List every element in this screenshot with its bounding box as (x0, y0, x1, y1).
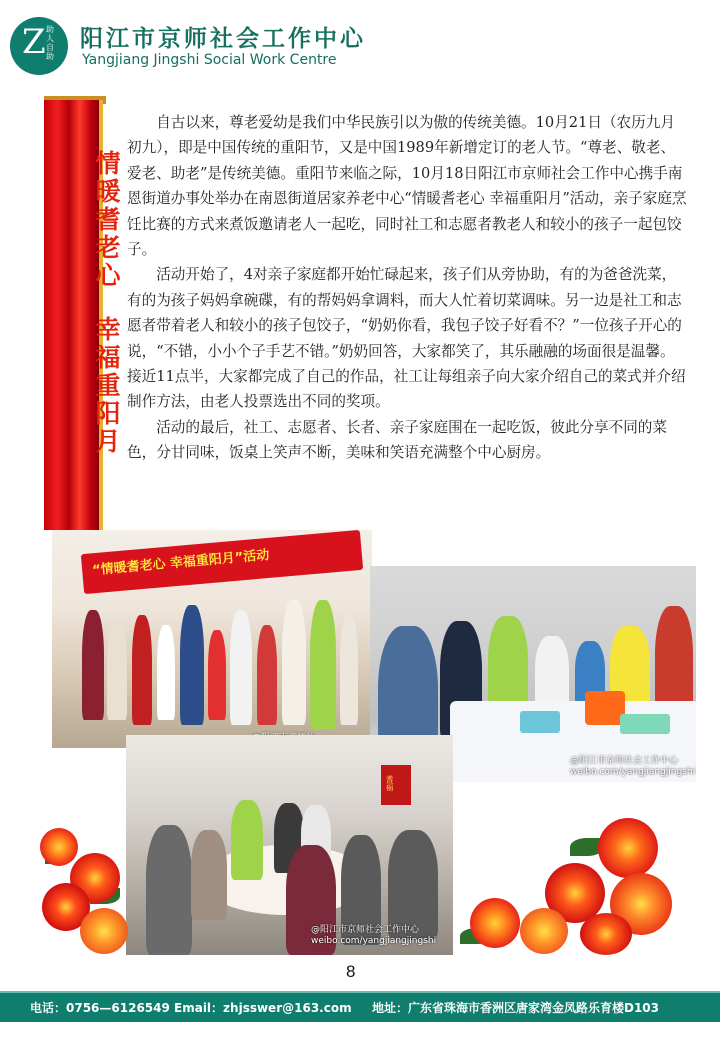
logo-mark: Z (22, 22, 46, 62)
event-banner (81, 530, 363, 594)
logo-slogan: 助人自助 (46, 25, 54, 61)
article-paragraph: 活动的最后，社工、志愿者、长者、亲子家庭围在一起吃饭，彼此分享不同的菜色，分甘同味，饭桌上笑声不断，美味和笑语充满整个中心厨房。 (127, 418, 667, 462)
article-paragraph: 自古以来，尊老爱幼是我们中华民族引以为傲的传统美德。10月21日（农历九月初九），即是中国传统的重阳节，又是中国1989年新增定订的老人节。“尊老、敬老、爱老、助老”是传统美德。重阳节来临之际，10月18日阳江市京师社会工作中心携手南恩街道办事处举办在南恩街道居家养老中心“情暖耆老心 幸福重阳月”活动，亲子家庭烹饪比赛的方式来煮饭邀请老人一起吃，同时社工和志愿者教老人和较小的孩子一起包饺子。 (127, 114, 687, 259)
photo-watermark: @阳江市京师社会工作中心 weibo.com/yangjiangjingshi (570, 756, 696, 777)
title-char: 心 (95, 261, 121, 290)
footer-address: 地址：广东省珠海市香洲区唐家湾金凤路乐育楼D103 (372, 1001, 660, 1015)
title-char: 重 (95, 371, 121, 400)
title-char: 月 (95, 427, 121, 456)
banner-text: “情暖耆老心 幸福重阳月”活动 (91, 547, 270, 579)
footer-contact: 电话：0756—6126549 Email：zhjsswer@163.com (30, 1001, 352, 1015)
wall-sign: 耆福 (385, 775, 394, 791)
article-body (127, 110, 689, 466)
title-char: 暖 (95, 177, 121, 206)
org-name-cn: 阳江市京师社会工作中心 (80, 25, 366, 52)
page-number: 8 (346, 962, 356, 981)
photo-watermark: @阳江市京师社会工作中心 weibo.com/yangjiangjingshi (311, 925, 437, 946)
group-photo (52, 530, 372, 748)
org-logo (10, 17, 68, 75)
peony-decoration-right (450, 818, 678, 956)
peony-decoration-left (40, 828, 130, 956)
page-header (0, 0, 720, 90)
org-name-en: Yangjiang Jingshi Social Work Centre (82, 52, 337, 68)
title-char: 阳 (95, 399, 121, 428)
title-char: 情 (95, 149, 121, 178)
page-footer (0, 991, 720, 1022)
title-char: 耆 (95, 205, 121, 234)
dining-photo (126, 735, 453, 955)
article-paragraph: 活动开始了，4对亲子家庭都开始忙碌起来，孩子们从旁协助，有的为爸爸洗菜，有的为孩子妈妈拿碗碟，有的帮妈妈拿调料，而大人忙着切菜调味。另一边是社工和志愿者带着老人和较小的孩子包饺子，“奶奶你看，我包子饺子好看不？”一位孩子开心的说，“不错，小小个子手艺不错。”奶奶回答，大家都笑了，其乐融融的场面很是温馨。接近11点半，大家都完成了自己的作品，社工让每组亲子向大家介绍自己的菜式并介绍制作方法，由老人投票选出不同的奖项。 (127, 266, 686, 411)
title-char: 福 (95, 343, 121, 372)
vertical-title (88, 150, 128, 456)
title-char: 老 (95, 233, 121, 262)
title-char: 幸 (95, 315, 121, 344)
